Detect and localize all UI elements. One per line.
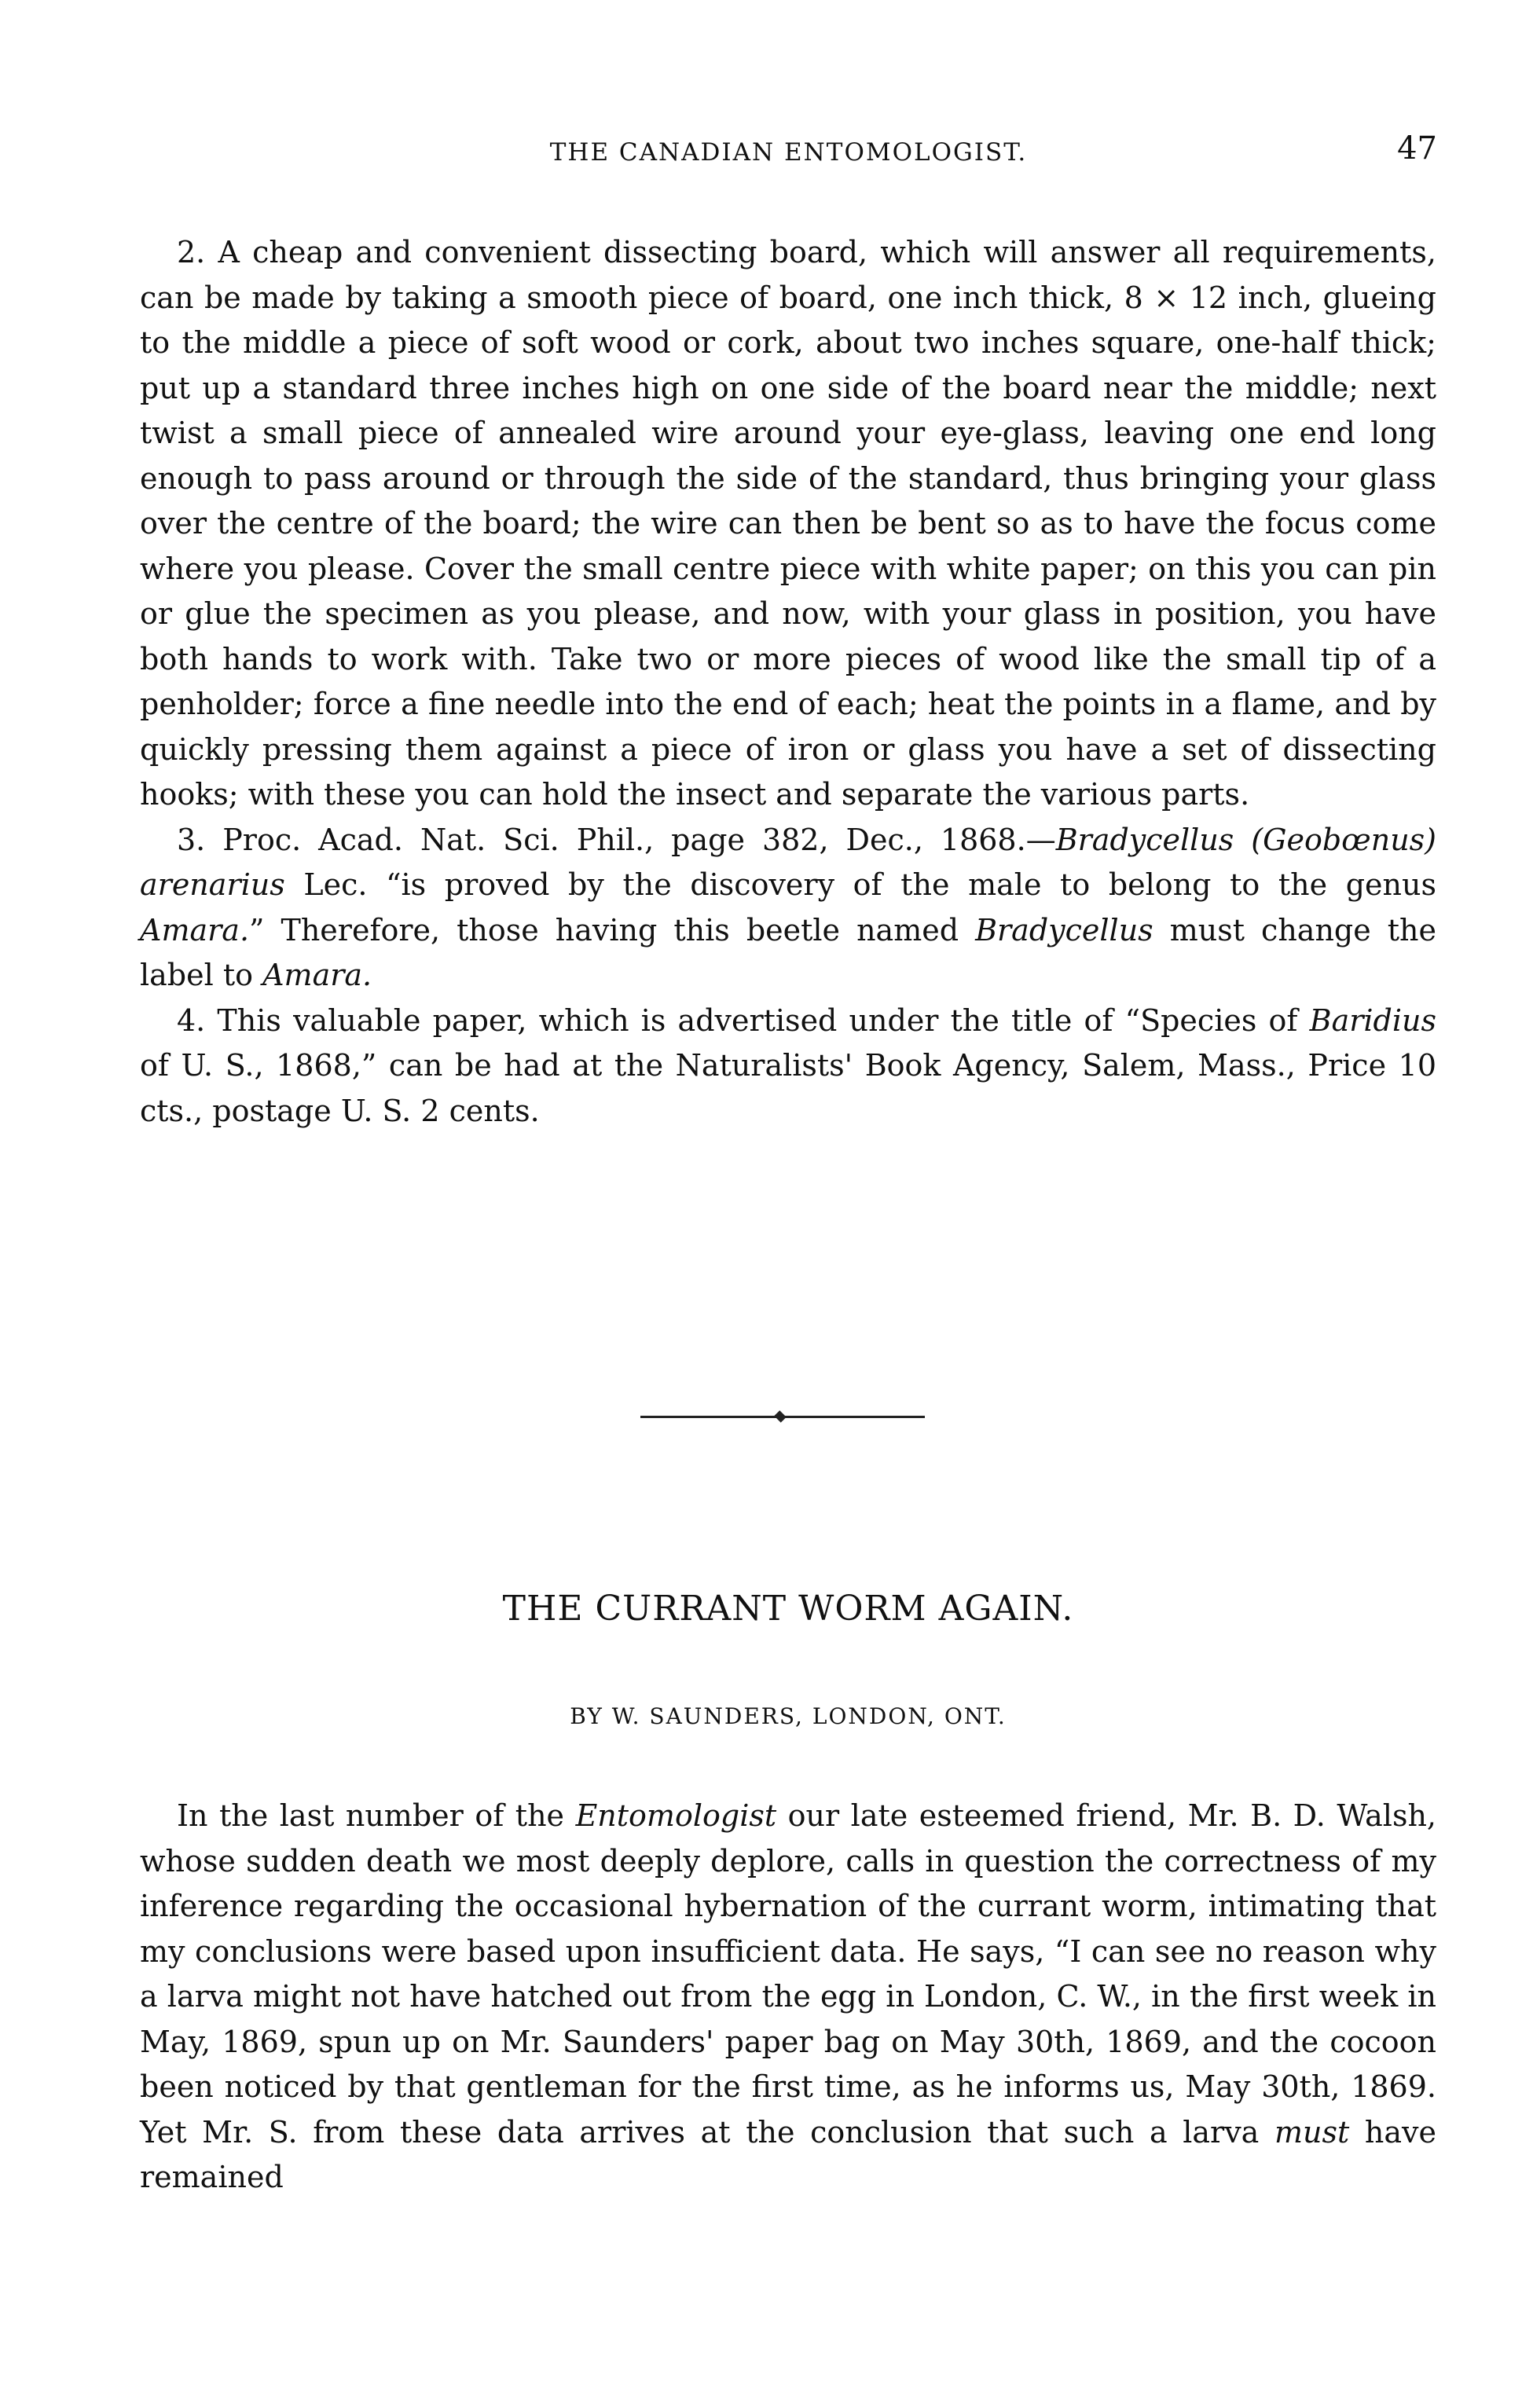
note-3-text: [1234, 823, 1251, 857]
article-body: [140, 1794, 1436, 2201]
note-3-text: ” Therefore, those having this beetle named: [249, 912, 976, 947]
notes-section: [140, 230, 1436, 1134]
article-text: In the last number of the: [177, 1798, 576, 1833]
note-3-italic: Amara.: [140, 912, 250, 947]
note-paragraph-2: 2. A cheap and convenient dissecting board, which will answer all requirements, can be made by taking a smooth piece of board, one inch thick, 8 × 12 inch, glueing to the middle a piece of soft wood or cork, about two inches square, one-half thick; put up a standard three inches high on one side of the board near the middle; next twist a small piece of annealed wire around your eye-glass, leaving one end long enough to pass around or through the side of the standard, thus bringing your glass over the centre of the board; the wire can then be bent so as to have the focus come where you please. Cover the small centre piece with white paper; on this you can pin or glue the specimen as you please, and now, with your glass in position, you have both hands to work with. Take two or more pieces of wood like the small tip of a penholder; force a fine needle into the end of each; heat the points in a flame, and by quickly pressing them against a piece of iron or glass you have a set of dissecting hooks; with these you can hold the insect and separate the various parts.: [140, 235, 1436, 812]
note-3-italic: Bradycellus: [975, 912, 1153, 947]
note-3-text: 3. Proc. Acad. Nat. Sci. Phil., page 382, Dec., 1868.—: [177, 822, 1056, 857]
note-3-text: Lec. “is proved by the discovery of the male to belong to the genus: [284, 867, 1436, 902]
note-3-italic: Bradycellus: [1055, 822, 1234, 857]
note-4-text: of U. S., 1868,” can be had at the Naturalists' Book Agency, Salem, Mass., Price 10 cts., postage U. S. 2 cents.: [140, 1048, 1436, 1128]
note-3-italic: (Geobœnus) arenarius: [140, 822, 1436, 902]
note-paragraph-4: [140, 999, 1436, 1134]
note-3-text: must change the label to: [140, 912, 1436, 992]
divider-ornament: [774, 1410, 787, 1423]
running-title: THE CANADIAN ENTOMOLOGIST.: [549, 138, 1028, 167]
article-text: have remained: [140, 2114, 1436, 2194]
article-paragraph-1: [140, 1794, 1436, 2201]
note-paragraph-3: [140, 818, 1436, 999]
note-3-italic: Amara.: [262, 958, 372, 992]
page-number: 47: [1397, 130, 1437, 167]
article-italic: Entomologist: [575, 1798, 777, 1833]
article-title: THE CURRANT WORM AGAIN.: [502, 1589, 1074, 1629]
note-4-text: 4. This valuable paper, which is advertised under the title of “Species of: [177, 1002, 1310, 1038]
article-italic: must: [1274, 2114, 1350, 2150]
article-text: our late esteemed friend, Mr. B. D. Walsh, whose sudden death we most deeply deplore, calls in question the correctness of my inference regarding the occasional hybernation of the currant worm, intimating that my conclusions were based upon insufficient data. He says, “I can see no reason why a larva might not have hatched out from the egg in London, C. W., in the first week in May, 1869, spun up on Mr. Saunders' paper bag on May 30th, 1869, and the cocoon been noticed by that gentleman for the first time, as he informs us, May 30th, 1869. Yet Mr. S. from these data arrives at the conclusion that such a larva: [140, 1798, 1437, 2150]
article-byline: BY W. SAUNDERS, LONDON, ONT.: [570, 1703, 1007, 1729]
note-4-italic: Baridius: [1309, 1002, 1436, 1038]
running-head: [140, 130, 1437, 178]
